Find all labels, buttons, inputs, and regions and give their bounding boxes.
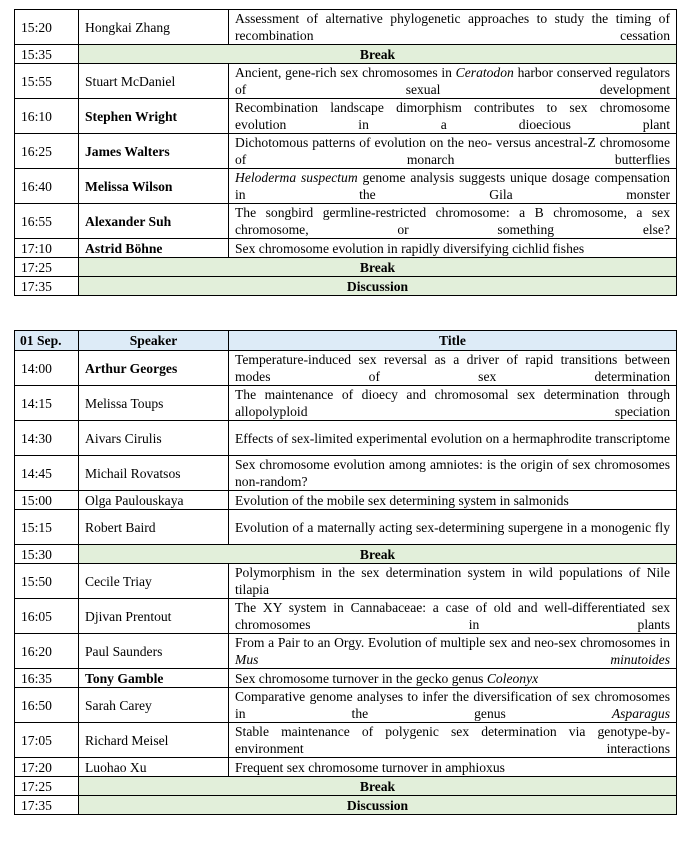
schedule-row [15,669,677,688]
title-cell: Stable maintenance of polygenic sex determination via genotype-by-environment interactions [229,723,677,758]
time-cell: 15:50 [15,564,79,599]
title-cell: Evolution of the mobile sex determining system in salmonids [229,491,677,510]
title-cell: The XY system in Cannabaceae: a case of old and well-differentiated sex chromosomes in plants [229,599,677,634]
schedule-row [15,491,677,510]
time-cell: 14:00 [15,351,79,386]
discussion-row [15,796,677,815]
title-cell: Recombination landscape dimorphism contributes to sex chromosome evolution in a dioecious plant [229,99,677,134]
time-cell: 15:55 [15,64,79,99]
speaker-cell: Michail Rovatsos [79,456,229,491]
time-cell: 14:15 [15,386,79,421]
time-cell: 16:55 [15,204,79,239]
time-cell: 15:35 [15,45,79,64]
title-cell: Ancient, gene-rich sex chromosomes in Ceratodon harbor conserved regulators of sexual development [229,64,677,99]
species-name: Heloderma suspectum [235,170,358,185]
title-cell: The songbird germline-restricted chromosome: a B chromosome, a sex chromosome, or something else? [229,204,677,239]
schedule-row [15,723,677,758]
title-cell: Heloderma suspectum genome analysis suggests unique dosage compensation in the Gila monster [229,169,677,204]
schedule-row [15,351,677,386]
schedule-row [15,64,677,99]
time-cell: 16:35 [15,669,79,688]
schedule-row [15,421,677,456]
break-label: Break [79,777,677,796]
speaker-cell: James Walters [79,134,229,169]
break-row [15,777,677,796]
speaker-cell: Arthur Georges [79,351,229,386]
break-label: Break [79,258,677,277]
schedule-row [15,239,677,258]
schedule-row [15,564,677,599]
title-cell: Polymorphism in the sex determination system in wild populations of Nile tilapia [229,564,677,599]
time-cell: 15:30 [15,545,79,564]
title-cell: Evolution of a maternally acting sex-determining supergene in a monogenic fly [229,510,677,545]
title-cell: Assessment of alternative phylogenetic approaches to study the timing of recombination cessation [229,10,677,45]
schedule-row [15,758,677,777]
speaker-cell: Tony Gamble [79,669,229,688]
speaker-cell: Luohao Xu [79,758,229,777]
schedule-row [15,456,677,491]
break-row [15,545,677,564]
time-cell: 16:20 [15,634,79,669]
time-cell: 17:35 [15,277,79,296]
schedule-row [15,386,677,421]
schedule-row [15,134,677,169]
schedule-row [15,169,677,204]
schedule-row [15,10,677,45]
schedule-row [15,510,677,545]
species-name: Ceratodon [455,65,514,80]
title-cell: The maintenance of dioecy and chromosomal sex determination through allopolyploid speciation [229,386,677,421]
break-row [15,45,677,64]
schedule-row [15,99,677,134]
species-name: Asparagus [611,706,670,721]
title-cell: Comparative genome analyses to infer the diversification of sex chromosomes in the genus Asparagus [229,688,677,723]
speaker-cell: Astrid Böhne [79,239,229,258]
break-label: Break [79,545,677,564]
speaker-cell: Stuart McDaniel [79,64,229,99]
speaker-cell: Aivars Cirulis [79,421,229,456]
discussion-label: Discussion [79,796,677,815]
time-cell: 16:05 [15,599,79,634]
title-cell: Temperature-induced sex reversal as a driver of rapid transitions between modes of sex determination [229,351,677,386]
time-cell: 16:40 [15,169,79,204]
time-cell: 15:00 [15,491,79,510]
header-title: Title [229,331,677,351]
speaker-cell: Cecile Triay [79,564,229,599]
speaker-cell: Olga Paulouskaya [79,491,229,510]
time-cell: 17:25 [15,777,79,796]
title-cell: Sex chromosome evolution in rapidly diversifying cichlid fishes [229,239,677,258]
schedule-row [15,634,677,669]
title-cell: Dichotomous patterns of evolution on the neo- versus ancestral-Z chromosome of monarch butterflies [229,134,677,169]
time-cell: 15:15 [15,510,79,545]
time-cell: 16:25 [15,134,79,169]
time-cell: 14:45 [15,456,79,491]
discussion-label: Discussion [79,277,677,296]
title-cell: Sex chromosome evolution among amniotes: is the origin of sex chromosomes non-random? [229,456,677,491]
time-cell: 17:10 [15,239,79,258]
speaker-cell: Alexander Suh [79,204,229,239]
schedule-row [15,688,677,723]
header-speaker: Speaker [79,331,229,351]
header-date: 01 Sep. [15,331,79,351]
speaker-cell: Richard Meisel [79,723,229,758]
speaker-cell: Paul Saunders [79,634,229,669]
time-cell: 15:20 [15,10,79,45]
title-cell: Effects of sex-limited experimental evolution on a hermaphrodite transcriptome [229,421,677,456]
schedule-row [15,204,677,239]
time-cell: 17:05 [15,723,79,758]
time-cell: 16:50 [15,688,79,723]
schedule-table-afternoon [14,9,677,296]
break-row [15,258,677,277]
species-name: Mus minutoides [235,652,670,667]
time-cell: 16:10 [15,99,79,134]
speaker-cell: Djivan Prentout [79,599,229,634]
table-header-row [15,331,677,351]
schedule-table-01-sep [14,330,677,815]
speaker-cell: Robert Baird [79,510,229,545]
time-cell: 17:35 [15,796,79,815]
discussion-row [15,277,677,296]
time-cell: 17:25 [15,258,79,277]
time-cell: 17:20 [15,758,79,777]
speaker-cell: Sarah Carey [79,688,229,723]
title-cell: Frequent sex chromosome turnover in amphioxus [229,758,677,777]
speaker-cell: Melissa Wilson [79,169,229,204]
speaker-cell: Stephen Wright [79,99,229,134]
time-cell: 14:30 [15,421,79,456]
speaker-cell: Hongkai Zhang [79,10,229,45]
schedule-row [15,599,677,634]
title-cell: Sex chromosome turnover in the gecko genus Coleonyx [229,669,677,688]
break-label: Break [79,45,677,64]
species-name: Coleonyx [486,670,539,686]
speaker-cell: Melissa Toups [79,386,229,421]
title-cell: From a Pair to an Orgy. Evolution of multiple sex and neo-sex chromosomes in Mus minutoides [229,634,677,669]
